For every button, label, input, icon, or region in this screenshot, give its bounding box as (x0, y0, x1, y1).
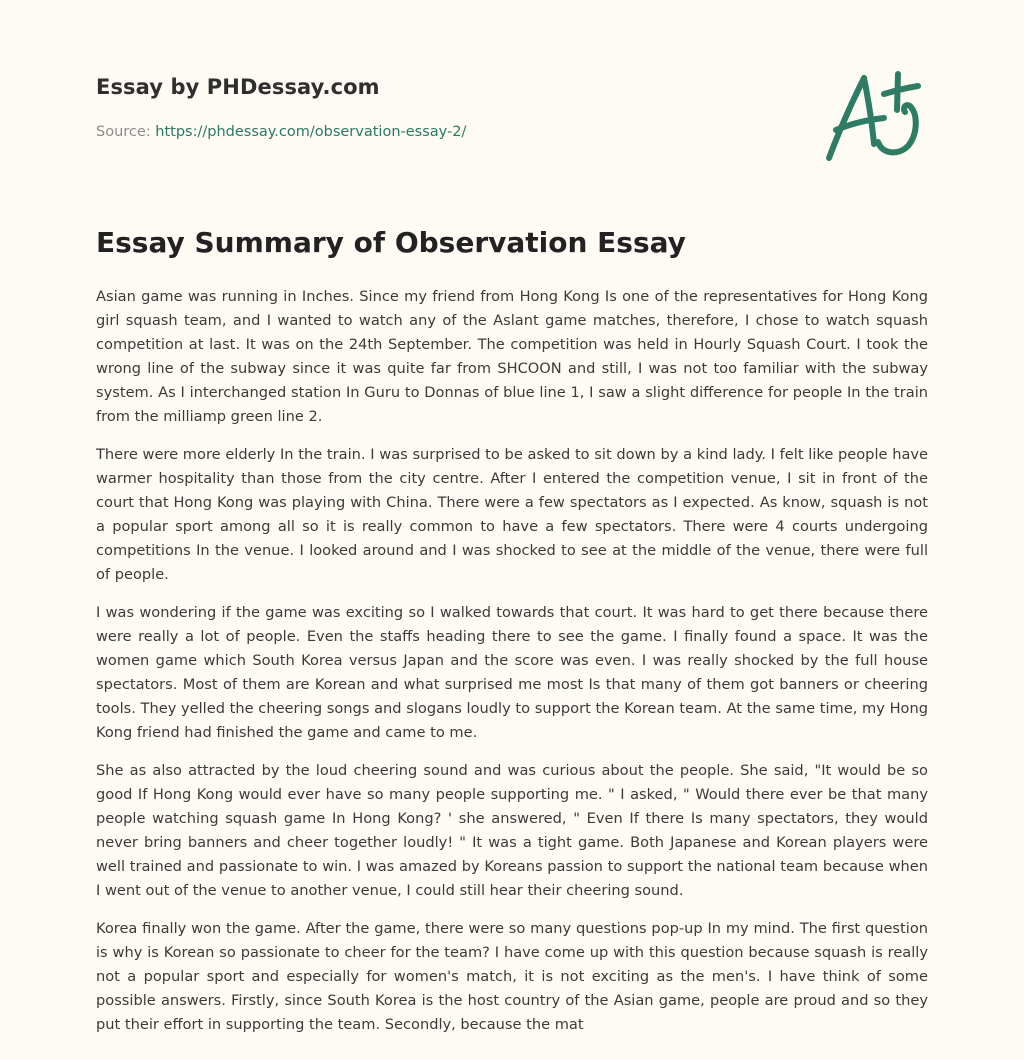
essay-paragraph: Asian game was running in Inches. Since my friend from Hong Kong Is one of the representatives for Hong Kong girl squash team, and I wanted to watch any of the Aslant game matches, therefore, I chose to watch squash competition at last. It was on the 24th September. The competition was held in Hourly Squash Court. I took the wrong line of the subway since it was quite far from SHCOON and still, I was not too familiar with the subway system. As I interchanged station In Guru to Donnas of blue line 1, I saw a slight difference for people In the train from the milliamp green line 2. (96, 288, 928, 425)
essay-paragraph: Korea finally won the game. After the game, there were so many questions pop-up In my mind. The first question is why is Korean so passionate to cheer for the team? I have come up with this question because squash is really not a popular sport and especially for women's match, it is not exciting as the men's. I have think of some possible answers. Firstly, since South Korea is the host country of the Asian game, people are proud and so they put their effort in supporting the team. Secondly, because the mat (96, 920, 928, 1033)
essay-paragraph: There were more elderly In the train. I was surprised to be asked to sit down by a kind lady. I felt like people have warmer hospitality than those from the city centre. After I entered the competition venue, I sit in front of the court that Hong Kong was playing with China. There were a few spectators as I expected. As know, squash is not a popular sport among all so it is really common to have a few spectators. There were 4 courts undergoing competitions In the venue. I looked around and I was shocked to see at the middle of the venue, there were full of people. (96, 446, 928, 583)
a-plus-logo-icon (822, 68, 926, 164)
source-link[interactable]: https://phdessay.com/observation-essay-2/ (155, 124, 467, 140)
essay-paragraph: She as also attracted by the loud cheering sound and was curious about the people. She said, "It would be so good If Hong Kong would ever have so many people supporting me. " I asked, " Would there ever be that many people watching squash game In Hong Kong? ' she answered, " Even If there Is many spectators, they would never bring banners and cheer together loudly! " It was a tight game. Both Japanese and Korean players were well trained and passionate to win. I was amazed by Koreans passion to support the national team because when I went out of the venue to another venue, I could still hear their cheering sound. (96, 762, 928, 899)
site-title: Essay by PHDessay.com (96, 75, 380, 99)
essay-title: Essay Summary of Observation Essay (96, 226, 686, 259)
source-label: Source: (96, 124, 151, 140)
source-line (96, 124, 466, 140)
essay-paragraph: I was wondering if the game was exciting so I walked towards that court. It was hard to get there because there were really a lot of people. Even the staffs heading there to see the game. I finally found a space. It was the women game which South Korea versus Japan and the score was even. I was really shocked by the full house spectators. Most of them are Korean and what surprised me most Is that many of them got banners or cheering tools. They yelled the cheering songs and slogans loudly to support the Korean team. At the same time, my Hong Kong friend had finished the game and came to me. (96, 604, 928, 741)
essay-body (96, 285, 928, 1051)
